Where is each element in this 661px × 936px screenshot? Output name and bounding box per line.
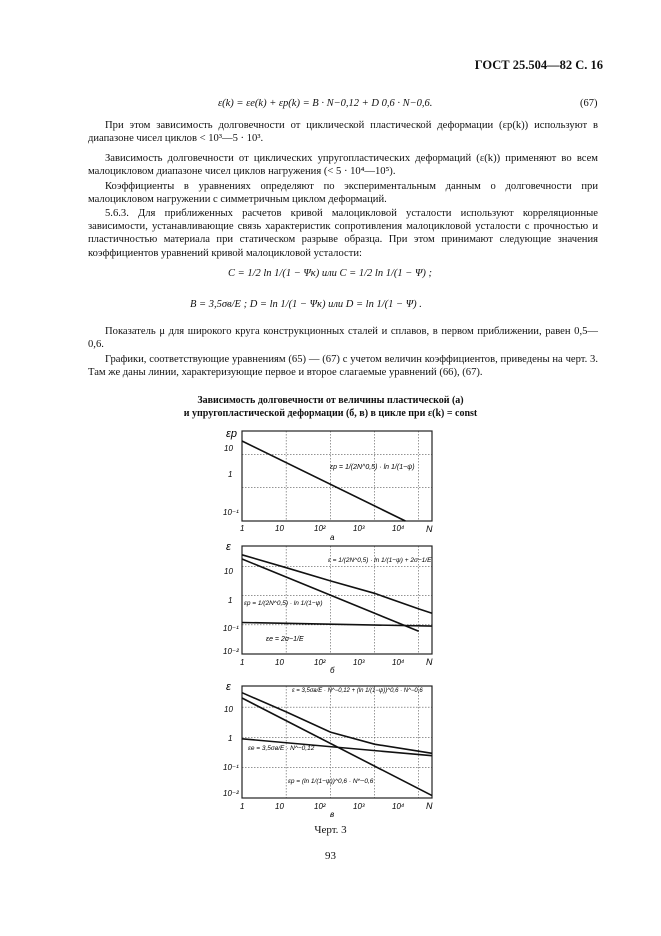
chart-a-x-axis-label: N <box>426 524 433 534</box>
chart-caption: Черт. 3 <box>314 824 347 836</box>
chart-b <box>222 538 442 674</box>
equation-67-number: (67) <box>580 98 598 109</box>
chart-b-xtick-10: 10 <box>275 658 284 667</box>
chart-a-sub-label: а <box>330 533 335 541</box>
chart-b-ytick-0-01: 10⁻² <box>223 647 239 656</box>
page-number: 93 <box>325 850 336 862</box>
paragraph-2: Зависимость долговечности от циклических упругопластических деформаций (ε(k)) применяют во всем малоцикловом диапазоне чисел циклов нагружения (< 5 · 10⁴—10⁵). <box>88 153 598 178</box>
chart-c-annotation-ep: εp = (ln 1/(1−ψ))^0,6 · N^−0,6 <box>288 778 374 785</box>
chart-c-y-axis-label: ε <box>226 681 231 693</box>
chart-b-xtick-100: 10² <box>314 658 326 667</box>
chart-a-grid <box>242 431 432 521</box>
chart-c-annotation-ee: εe = 3,5σв/E · N^−0,12 <box>248 745 315 752</box>
chart-b-ytick-0-1: 10⁻¹ <box>223 624 239 633</box>
chart-a-xtick-1000: 10³ <box>353 524 365 533</box>
chart-b-sub-label: б <box>330 666 335 674</box>
paragraph-1: При этом зависимость долговечности от циклической пластической деформации (εp(k)) используют в диапазоне чисел циклов < 10³—5 · 10³. <box>88 120 598 145</box>
formula-b-d: B = 3,5σв/E ; D = ln 1/(1 − Ψк) или D = ln 1/(1 − Ψ) . <box>190 299 422 310</box>
chart-c-xtick-10000: 10⁴ <box>392 802 405 811</box>
paragraph-5: Показатель μ для широкого круга конструкционных сталей и сплавов, в первом приближении, равен 0,5—0,6. <box>88 326 598 351</box>
chart-a <box>222 425 442 541</box>
chart-b-annotation-ee: εe = 2σ−1/E <box>266 636 304 643</box>
chart-b-xtick-1000: 10³ <box>353 658 365 667</box>
chart-b-ytick-10: 10 <box>224 567 233 576</box>
chart-a-y-axis-label: εp <box>226 428 237 440</box>
chart-a-xtick-1: 1 <box>240 524 245 533</box>
chart-a-xtick-10: 10 <box>275 524 284 533</box>
paragraph-3: Коэффициенты в уравнениях определяют по экспериментальным данным о долговечности при малоцикловом нагружении с симметричным циклом деформаций. <box>88 181 598 206</box>
chart-c-ytick-0-01: 10⁻² <box>223 789 239 798</box>
paragraph-4: 5.6.3. Для приближенных расчетов кривой малоцикловой усталости используют корреляционные зависимости, устанавливающие связь характеристик сопротивления малоцикловой усталости с прочностью и пластичностью материала при статическом разрыве образца. При этом принимают следующие значения коэффициентов уравнений кривой малоцикловой усталости: <box>88 208 598 259</box>
chart-c-annotation-e: ε = 3,5σв/E · N^−0,12 + (ln 1/(1−ψ))^0,6 · N^−0,6 <box>292 688 423 694</box>
equation-67-body: ε(k) = εe(k) + εp(k) = B · N−0,12 + D 0,6 · N−0,6. <box>218 98 433 109</box>
chart-b-annotation-ep: εp = 1/(2N^0,5) · ln 1/(1−ψ) <box>244 600 323 607</box>
chart-c-ytick-1: 1 <box>228 734 233 743</box>
chart-a-series-εp-0 <box>242 441 405 521</box>
chart-c-sub-label: в <box>330 810 335 818</box>
chart-c-ytick-0-1: 10⁻¹ <box>223 763 239 772</box>
chart-c <box>222 678 442 818</box>
chart-a-xtick-10000: 10⁴ <box>392 524 405 533</box>
chart-a-ytick-10: 10 <box>224 444 233 453</box>
chart-b-ytick-1: 1 <box>228 596 233 605</box>
chart-a-frame <box>242 431 432 521</box>
chart-c-xtick-100: 10² <box>314 802 326 811</box>
chart-b-annotation-e: ε = 1/(2N^0,5) · ln 1/(1−ψ) + 2σ−1/E <box>328 557 432 564</box>
chart-c-x-axis-label: N <box>426 801 433 811</box>
page-header: ГОСТ 25.504—82 С. 16 <box>474 58 603 72</box>
chart-b-series-εp-1 <box>242 559 419 631</box>
figure-caption-line-2: и упругопластической деформации (б, в) в цикле при ε(k) = const <box>183 408 478 419</box>
figure-caption-line-1: Зависимость долговечности от величины пластической (а) <box>197 395 464 406</box>
chart-c-xtick-1000: 10³ <box>353 802 365 811</box>
chart-c-ytick-10: 10 <box>224 705 233 714</box>
chart-c-xtick-1: 1 <box>240 802 245 811</box>
chart-b-xtick-1: 1 <box>240 658 245 667</box>
chart-a-annotation-ep: εp = 1/(2N^0,5) · ln 1/(1−ψ) <box>330 464 415 471</box>
chart-b-x-axis-label: N <box>426 657 433 667</box>
formula-c: C = 1/2 ln 1/(1 − Ψк) или C = 1/2 ln 1/(1 − Ψ) ; <box>228 268 432 279</box>
chart-a-ytick-1: 1 <box>228 470 233 479</box>
figure-caption <box>0 394 661 420</box>
chart-b-xtick-10000: 10⁴ <box>392 658 405 667</box>
paragraph-6: Графики, соответствующие уравнениям (65) — (67) с учетом величин коэффициентов, приведены на черт. 3. Там же даны линии, характеризующие первое и второе слагаемые уравнений (66), (67). <box>88 354 598 379</box>
chart-a-xtick-100: 10² <box>314 524 326 533</box>
chart-a-series <box>242 441 405 521</box>
chart-c-xtick-10: 10 <box>275 802 284 811</box>
chart-a-ytick-0-1: 10⁻¹ <box>223 508 239 517</box>
chart-b-y-axis-label: ε <box>226 541 231 553</box>
